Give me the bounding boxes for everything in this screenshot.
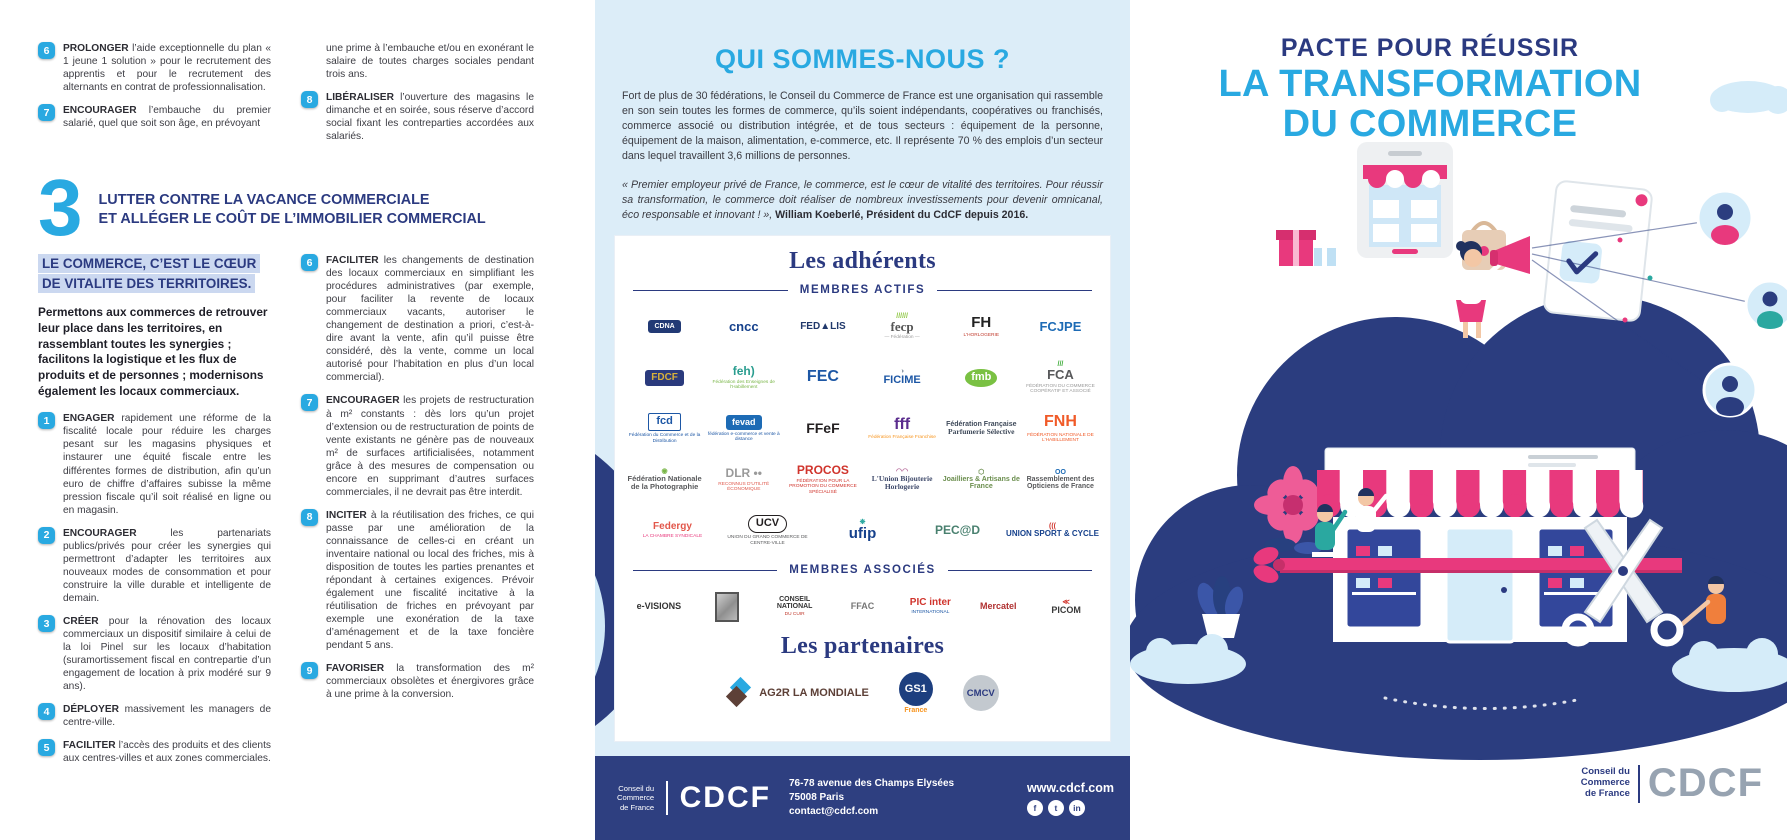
active-members-row [625,302,1100,351]
section-intro: Permettons aux commerces de retrouver leur place dans les territoires, en rassemblant toutes les synergies ; facilitons la logistique et les flux de produits et de personnes ; modernisons également les locaux commerciaux. [38,305,268,398]
logo-fdcf: FDCF [625,353,704,402]
section-3-body [38,254,535,775]
item-number-badge: 7 [38,104,55,121]
logo-dlr: DLR •• RECONNUS D'UTILITÉ ÉCONOMIQUE [718,465,770,493]
cover-title-line1: LA TRANSFORMATION [1218,63,1642,105]
ag2r-diamond-icon [726,680,752,706]
section-3-header [38,163,535,252]
logo-union-bijouterie-horlogerie: ◠◠ L'Union Bijouterie Horlogerie [871,468,933,492]
address-line2: 75008 Paris [788,792,845,803]
logo-fnh: FNH FÉDÉRATION NATIONALE DE L'HABILLEMENT [1027,412,1094,444]
cover-main-title [1130,65,1730,144]
section-number: 3 [38,163,83,252]
action-item-text: ENCOURAGER l’embauche du premier salarié, quel que soit son âge, en prévoyant [63,105,271,130]
logo-fcjpe: FCJPE [1039,318,1082,334]
membres-actifs-text: MEMBRES ACTIFS [799,284,926,297]
partners-row [625,664,1100,722]
logo-cncc: cncc [728,318,759,334]
logo-ufip: ❋ ufip [848,519,877,543]
logo-procos: PROCOS FÉDÉRATION POUR LA PROMOTION DU COMMERCE SPÉCIALISÉ [789,463,857,495]
item-number-badge: 9 [301,662,318,679]
cover-title [1130,34,1730,144]
logo-union-sport-cycle: ((( UNION SPORT & CYCLE [1006,523,1099,539]
action-item-text: PROLONGER l’aide exceptionnelle du plan « 1 jeune 1 solution » pour le recrutement des apprentis et pour le recrutement des alternants en contrat de professionnalisation. [63,43,271,94]
action-items-col1 [38,412,271,765]
linkedin-icon[interactable]: in [1069,800,1085,816]
engraving-image [715,592,739,622]
section-title [99,191,486,228]
top-items-section [38,42,535,166]
section-title-line2: ET ALLÉGER LE COÛT DE L’IMMOBILIER COMMERCIAL [98,210,486,227]
associate-members-row [625,582,1100,631]
action-item [301,254,534,384]
members-box [615,236,1110,741]
rule-right [948,570,1092,571]
logo-joailliers-artisans: ⬡ Joailliers & Artisans de France [942,468,1020,491]
action-item [301,662,534,701]
logo-gs1-france: GS1 France [899,672,933,714]
action-item [38,703,271,729]
item-number-badge: 7 [301,394,318,411]
quote-author: William Koeberlé, Président du CdCF depuis 2016. [775,209,1029,222]
logo-divider [666,781,668,815]
logo-cmcv: CMCV [963,675,999,711]
president-quote [622,178,1103,223]
avatar-icon [1698,191,1752,245]
adherents-title: Les adhérents [789,248,936,275]
logo-fecp: ////// fecp — Fédération — [884,312,920,341]
document-check-icon [1543,180,1652,321]
membres-actifs-label [633,284,1092,296]
item-number-badge: 2 [38,527,55,544]
logo-fevad: fevad fédération e-commerce et vente à distance [707,416,780,443]
logo-fh-horlogerie: FH L'HORLOGERIE [963,314,1000,338]
org-line3: de France [1585,787,1630,799]
action-item [38,615,271,693]
active-members-row [625,404,1100,453]
action-item-text: CRÉER pour la rénovation des locaux commerciaux un dispositif similaire à celui de la loi Pinel sur les locaux d’habitation (suramortissement fiscal en contrepartie d’un engagement de location à prix modéré sur 9 ans). [63,616,271,693]
logo-e-visions: e-VISIONS [636,601,682,612]
logo-divider [1638,765,1640,803]
address-line1: 76-78 avenue des Champs Elysées [788,778,955,789]
action-item [38,104,271,130]
logo-fca: /// FCA FÉDÉRATION DU COMMERCE COOPÉRATIF ET ASSOCIÉ [1026,360,1095,395]
cdcf-logo [1581,761,1763,806]
item-number-badge: 6 [301,254,318,271]
action-items-col2 [301,254,534,775]
action-item-text: INCITER à la réutilisation des friches, ce qui passe par une amélioration de la connaissance de celles-ci en créant un inventaire national ou local des friches, mis à disposition de toutes les parties prenantes et répondant à certaines exigences. Prévoir également une fiscalité incitative à la réutilisation de friches en prévoyant par exemple une exonération de la taxe d’aménagement et de la taxe foncière pendant 5 ans. [326,509,534,652]
panel-actions [0,0,595,840]
action-item-text: FACILITER l’accès des produits et des clients aux centres-villes et aux zones commerciales. [63,740,271,765]
gift-boxes-icon [1276,230,1336,266]
contact-footer [595,756,1130,840]
shop-door [1446,528,1514,642]
item-number-badge: 5 [38,739,55,756]
rule-left [633,570,777,571]
membres-associes-label [633,564,1092,576]
partenaires-title: Les partenaires [780,633,945,660]
panel-cover [1130,0,1787,840]
logo-feh: feh) Fédération des Enseignes de l'Habillement [712,363,775,391]
action-item [301,91,534,143]
logo-fec: FEC [806,368,839,386]
item-number-badge: 3 [38,615,55,632]
logo-federgy: Federgy LA CHAMBRE SYNDICALE [642,520,703,540]
logo-ucv: UCV UNION DU GRAND COMMERCE DE CENTRE-VILLE [727,517,808,546]
cdcf-org-lines [1581,767,1630,800]
web-social-block [1027,781,1114,816]
action-item-text: ENCOURAGER les partenariats publics/privés pour créer les synergies qui permettront d’adapter les territoires aux nouveaux modes de consommation et pour construire la ville durable et intelligente de demain. [63,527,271,604]
active-members-row [625,506,1100,555]
action-item-text: ENCOURAGER les projets de restructuration à m² constants : dès lors qu’un projet d’extension ou de restructuration de points de vente existants ne génère pas de nouveaux m² de surfaces artificialisées, notamment grâce à des mesures de compensation ou encore en supprimant d’autres surfaces commerciales, il ne devrait pas être interdit. [326,395,534,498]
website-link[interactable]: www.cdcf.com [1026,780,1114,795]
about-paragraph: Fort de plus de 30 fédérations, le Conseil du Commerce de France est une organisation qui rassemble en son sein toutes les formes de commerce, qu’ils soient indépendants, coopératives ou franchisés, commerce associé ou distribution intégrée, et de tous secteurs : équipement de la personne, équipement de la maison, alimentation, e-commerce, etc. Il représente 70 % des emplois d’un secteur dans lequel travaillent 3,6 millions de personnes. [622,90,1103,163]
action-item [38,412,271,516]
logo-mercatel: Mercatel [979,601,1017,612]
action-item-text: DÉPLOYER massivement les managers de centre-ville. [63,704,271,729]
item-number-badge: 1 [38,412,55,429]
action-item-text: FACILITER les changements de destination des locaux commerciaux en simplifiant les procédures administratives (par exemple, pour faciliter la revente de locaux commerciaux vacants, autoriser le changement de destination a priori, c’est-à-dire avant la vente, afin qu’il puisse être considéré, dès la vente, comme un local autorisé pour l’habitation en plus d’un local commercial). [326,255,534,384]
action-item [38,527,271,605]
item-number-badge: 8 [301,509,318,526]
logo-cdna: CDNA [625,302,704,351]
highlight-heading-wrap [38,254,271,294]
logo-conseil-national-du-cuir: CONSEIL NATIONAL DU CUIR [776,595,813,618]
facebook-icon[interactable]: f [1027,800,1043,816]
active-members-row [625,353,1100,402]
org-line1: Conseil du [1581,766,1630,778]
top-items-col2 [301,42,534,166]
logo-fmb: fmb [942,353,1021,402]
org-line1: Conseil du [618,784,655,794]
cover-kicker: PACTE POUR RÉUSSIR [1280,34,1580,62]
logo-pecad: PEC@D [934,523,981,538]
logo-fedalis: FED▲LIS [800,320,846,332]
logo-fcd: fcd Fédération du Commerce et de la Distribution [628,415,701,444]
action-item [301,394,534,498]
logo-ag2r-la-mondiale: AG2R LA MONDIALE [726,680,869,706]
logo-opticiens-de-france: OO Rassemblement des Opticiens de France [1026,468,1095,491]
logo-ficime: ◑ FICIME [883,368,921,387]
section-title-line1: LUTTER CONTRE LA VACANCE COMMERCIALE [98,192,430,208]
logo-parfumerie-selective: Fédération Française Parfumerie Sélective [946,421,1017,437]
avatar-icon [1704,364,1756,417]
org-line2: Commerce [617,793,655,803]
shop-window-left [1346,528,1422,628]
social-icons [1027,800,1114,816]
twitter-icon[interactable]: t [1048,800,1064,816]
rule-right [937,290,1092,291]
action-item-text: une prime à l’embauche et/ou en exonérant le salaire de toutes charges sociales pendant trois ans. [326,43,534,81]
contact-email[interactable]: contact@cdcf.com [788,806,879,817]
panel-about [595,0,1130,840]
logo-ffef: FFeF [806,420,840,437]
action-item-text: FAVORISER la transformation des m² commerciaux obsolètes et énergivores grâce à une prime à la conversion. [326,663,534,701]
rule-left [633,290,788,291]
item-number-badge: 4 [38,703,55,720]
cdcf-org-lines [617,784,654,811]
action-item [38,42,271,94]
action-item [38,739,271,765]
cdcf-wordmark: CDCF [679,781,771,814]
action-item-text: LIBÉRALISER l’ouverture des magasins le dimanche et en soirée, sous réserve d’accord social fixant les contreparties accordées aux salariés. [326,92,534,143]
logo-ffac: FFAC [850,601,875,612]
action-item-text: ENGAGER rapidement une réforme de la fiscalité locale pour réduire les charges pesant sur les magasins physiques et instaurer une équité fiscale entre les différentes formes de distribution, afin qu’un euro de chiffre d’affaires subisse la même pression fiscale qu’il soit réalisé en ligne ou en magasin. [63,413,271,516]
item-number-badge: 6 [38,42,55,59]
org-line3: de France [619,802,655,812]
logo-fff-franchise: fff Fédération Française Franchise [868,415,936,441]
quote-text: « Premier employeur privé de France, le commerce, est le cœur de vitalité des territoires. Pour réussir sa transformation, le commerce doit réaliser de nombreux investissements pour devenir omnicanal, éco responsable et innovant ! », [622,179,1103,222]
logo-picom: ≪ PICOM [1051,598,1081,615]
membres-associes-text: MEMBRES ASSOCIÉS [789,564,936,577]
avatar-icon [1746,281,1787,331]
address-block [789,777,954,819]
active-members-grid [625,302,1100,555]
section-3-col1 [38,254,271,775]
cdcf-wordmark: CDCF [1647,761,1763,805]
active-members-row [625,455,1100,504]
mobile-shop-icon [1357,142,1453,258]
logo-engraving-emblem [693,582,761,631]
action-item [301,42,534,81]
org-line2: Commerce [1580,777,1630,789]
about-title: QUI SOMMES-NOUS ? [714,44,1010,74]
action-item [301,509,534,653]
cover-title-line2: DU COMMERCE [1282,102,1578,145]
highlight-heading: LE COMMERCE, C’EST LE CŒUR DE VITALITE DES TERRITOIRES. [38,254,260,293]
item-number-badge: 8 [301,91,318,108]
logo-fn-photographie: ◉ Fédération Nationale de la Photographie [627,468,702,492]
top-items-col1 [38,42,271,166]
logo-pic-international: PIC inter INTERNATIONAL [909,596,951,616]
